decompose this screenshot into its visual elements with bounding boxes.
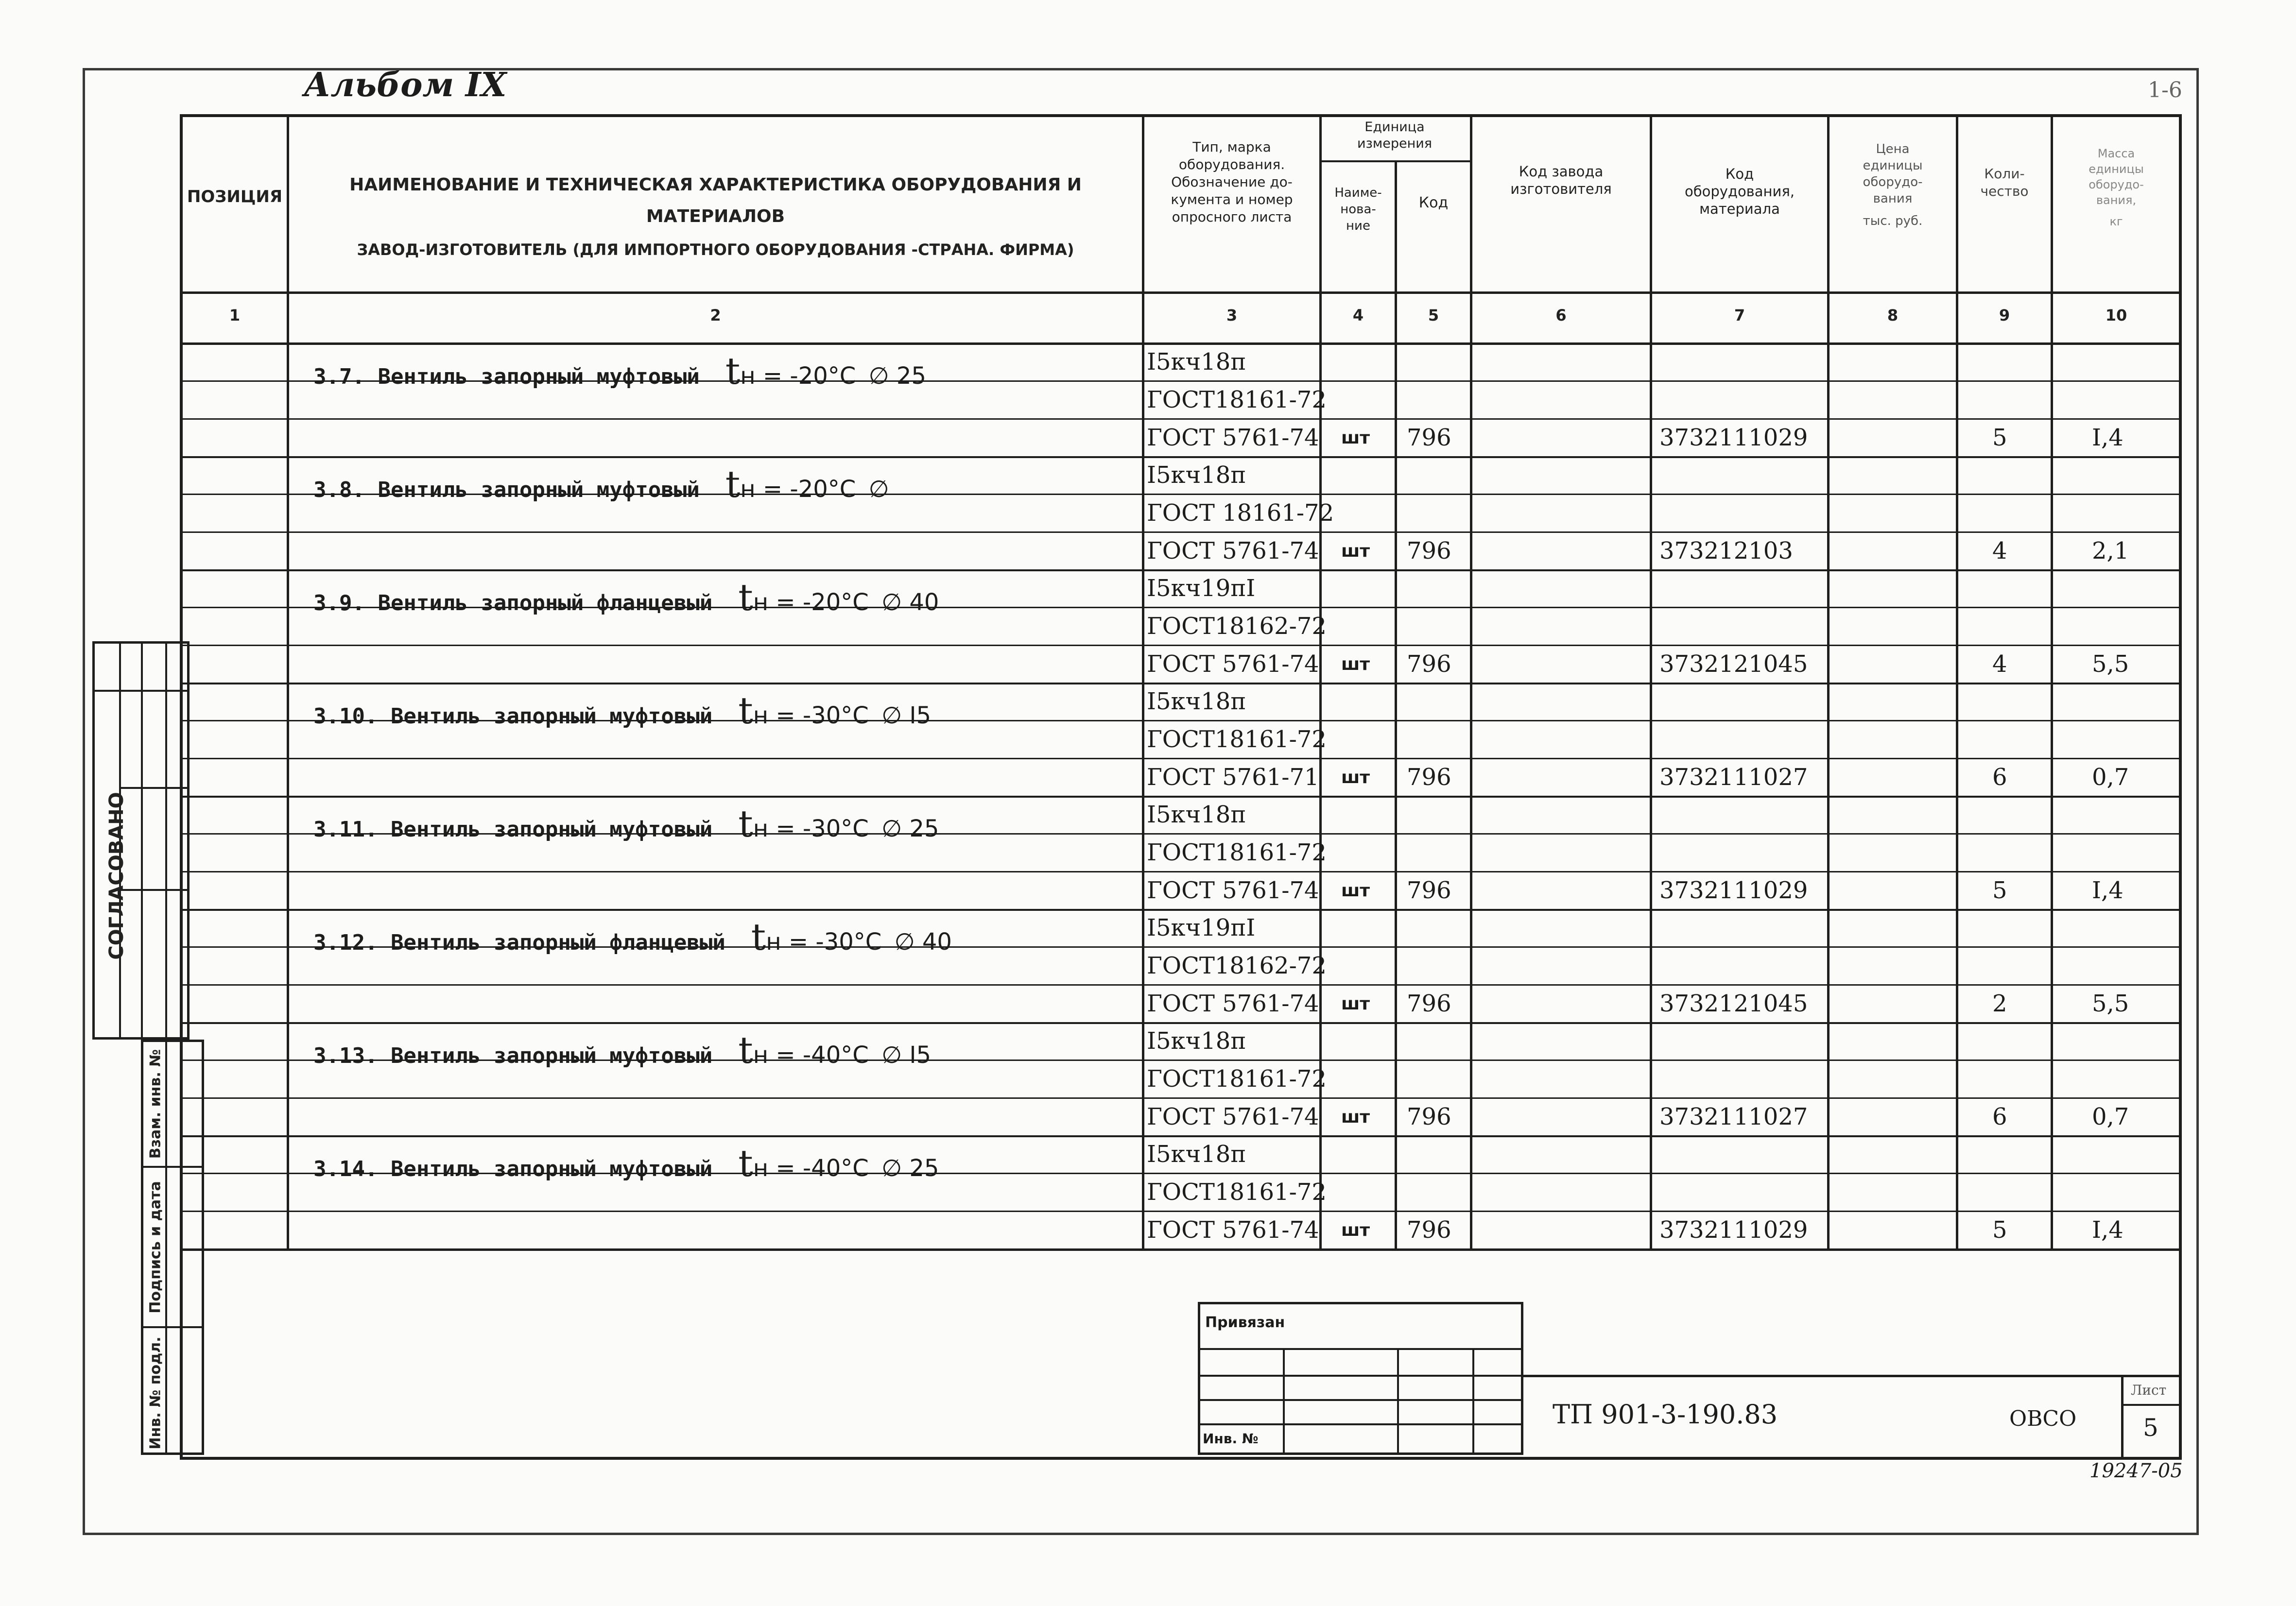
unit-mass: 5,5 <box>2092 990 2129 1017</box>
colnum-2: 2 <box>710 306 721 325</box>
gost-standard-2: ГОСТ 5761-74 <box>1147 1216 1319 1244</box>
unit-code: 796 <box>1407 537 1451 564</box>
colnum-7: 7 <box>1734 306 1745 325</box>
corner-mark: 1-6 <box>2148 78 2182 103</box>
colnum-4: 4 <box>1352 306 1364 325</box>
section-code: ОВСО <box>2009 1406 2077 1431</box>
item-title-row <box>313 576 939 619</box>
gost-standard: ГОСТ18161-72 <box>1147 1065 1327 1093</box>
gost-standard: ГОСТ18161-72 <box>1147 839 1327 866</box>
equipment-code: 3732111027 <box>1659 764 1808 791</box>
unit-mass: 2,1 <box>2092 537 2129 564</box>
item-title: 3.9. Вентиль запорный фланцевый <box>313 591 713 615</box>
item-title-row <box>313 1028 931 1072</box>
unit-code: 796 <box>1407 1216 1451 1244</box>
gost-standard: ГОСТ18162-72 <box>1147 613 1327 640</box>
signature-date-label: Подпись и дата <box>147 1181 164 1314</box>
colnum-9: 9 <box>1999 306 2010 325</box>
diameter-value: ∅ 25 <box>868 362 926 390</box>
archive-number: 19247-05 <box>2089 1460 2183 1482</box>
gost-standard-2: ГОСТ 5761-74 <box>1147 537 1319 564</box>
colnum-1: 1 <box>229 306 241 325</box>
quantity: 5 <box>1992 877 2007 904</box>
temperature-symbol: t <box>725 462 741 506</box>
header-plant-code: Код завода изготовителя <box>1510 163 1612 197</box>
unit-mass: I,4 <box>2092 424 2123 451</box>
gost-standard-2: ГОСТ 5761-71 <box>1147 764 1319 791</box>
temperature-symbol: t <box>725 349 741 393</box>
unit-code: 796 <box>1407 877 1451 904</box>
stamp-inv-label: Инв. № <box>1203 1431 1259 1447</box>
header-position: ПОЗИЦИЯ <box>187 187 283 206</box>
gost-standard-2: ГОСТ 5761-74 <box>1147 877 1319 904</box>
equipment-code: 3732111027 <box>1659 1103 1808 1130</box>
album-label: Альбом IX <box>304 66 507 104</box>
header-name-line1: НАИМЕНОВАНИЕ И ТЕХНИЧЕСКАЯ ХАРАКТЕРИСТИКА ОБОРУДОВАНИЯ И <box>349 175 1082 195</box>
unit-code: 796 <box>1407 424 1451 451</box>
item-title-row <box>313 915 952 958</box>
diameter-value: ∅ <box>868 476 889 503</box>
unit-name: шт <box>1341 428 1370 448</box>
diameter-value: ∅ 40 <box>881 589 939 616</box>
quantity: 2 <box>1992 990 2007 1017</box>
temperature-value: н = -40°C <box>753 1042 869 1069</box>
unit-name: шт <box>1341 881 1370 901</box>
header-unit-name: Наиме- нова- ние <box>1334 186 1382 233</box>
unit-name: шт <box>1341 994 1370 1014</box>
quantity: 6 <box>1992 1103 2007 1130</box>
equipment-code: 3732121045 <box>1659 650 1808 678</box>
colnum-3: 3 <box>1226 306 1238 325</box>
diameter-value: ∅ 40 <box>894 928 952 956</box>
header-name-line3: ЗАВОД-ИЗГОТОВИТЕЛЬ (ДЛЯ ИМПОРТНОГО ОБОРУДОВАНИЯ -СТРАНА. ФИРМА) <box>357 240 1074 259</box>
quantity: 4 <box>1992 650 2007 678</box>
unit-mass: 0,7 <box>2092 764 2129 791</box>
quantity: 4 <box>1992 537 2007 564</box>
agreed-label: СОГЛАСОВАНО <box>105 792 128 960</box>
equipment-code: 3732111029 <box>1659 877 1808 904</box>
unit-name: шт <box>1341 1220 1370 1240</box>
temperature-value: н = -30°C <box>766 928 882 956</box>
inv-orig-label: Инв. № подл. <box>147 1336 164 1450</box>
header-unit: Единица измерения <box>1357 120 1433 151</box>
gost-standard: ГОСТ18161-72 <box>1147 1179 1327 1206</box>
type-mark: I5кч19пI <box>1147 914 1256 941</box>
unit-name: шт <box>1341 541 1370 561</box>
gost-standard: ГОСТ18161-72 <box>1147 726 1327 753</box>
header-type: Тип, марка оборудования. Обозначение до- кумента и номер опросного листа <box>1171 139 1293 225</box>
temperature-symbol: t <box>738 1028 753 1072</box>
gost-standard: ГОСТ18161-72 <box>1147 386 1327 413</box>
unit-name: шт <box>1341 768 1370 787</box>
item-title-row <box>313 349 926 393</box>
header-name-line2: МАТЕРИАЛОВ <box>646 206 785 226</box>
item-title-row <box>313 802 939 845</box>
item-title: 3.7. Вентиль запорный муфтовый <box>313 364 700 389</box>
temperature-value: н = -30°C <box>753 702 869 729</box>
item-title-row <box>313 462 889 506</box>
item-title: 3.12. Вентиль запорный фланцевый <box>313 930 725 955</box>
unit-mass: 0,7 <box>2092 1103 2129 1130</box>
gost-standard: ГОСТ18162-72 <box>1147 952 1327 979</box>
temperature-symbol: t <box>738 689 753 732</box>
type-mark: I5кч18п <box>1147 1141 1246 1168</box>
unit-mass: 5,5 <box>2092 650 2129 678</box>
gost-standard-2: ГОСТ 5761-74 <box>1147 1103 1319 1130</box>
item-title: 3.8. Вентиль запорный муфтовый <box>313 478 700 502</box>
gost-standard-2: ГОСТ 5761-74 <box>1147 424 1319 451</box>
unit-mass: I,4 <box>2092 1216 2123 1244</box>
temperature-symbol: t <box>738 802 753 845</box>
colnum-10: 10 <box>2105 306 2127 325</box>
replace-inv-label: Взам. инв. № <box>147 1049 164 1159</box>
diameter-value: ∅ 25 <box>881 1155 939 1182</box>
temperature-symbol: t <box>738 576 753 619</box>
quantity: 5 <box>1992 424 2007 451</box>
colnum-5: 5 <box>1428 306 1439 325</box>
diameter-value: ∅ 25 <box>881 815 939 842</box>
header-price: Цена единицы оборудо- вания тыс. руб. <box>1863 142 1923 228</box>
diameter-value: ∅ I5 <box>881 702 932 729</box>
type-mark: I5кч18п <box>1147 1027 1246 1055</box>
temperature-value: н = -20°C <box>753 589 869 616</box>
unit-code: 796 <box>1407 990 1451 1017</box>
type-mark: I5кч19пI <box>1147 575 1256 602</box>
equipment-code: 373212103 <box>1659 537 1793 564</box>
gost-standard-2: ГОСТ 5761-74 <box>1147 990 1319 1017</box>
unit-mass: I,4 <box>2092 877 2123 904</box>
item-title-row <box>313 1142 939 1185</box>
header-unit-code: Код <box>1418 194 1449 211</box>
header-quantity: Коли- чество <box>1980 166 2029 199</box>
quantity: 5 <box>1992 1216 2007 1244</box>
temperature-value: н = -20°C <box>740 362 856 390</box>
gost-standard-2: ГОСТ 5761-74 <box>1147 650 1319 678</box>
item-title: 3.10. Вентиль запорный муфтовый <box>313 704 713 729</box>
item-title: 3.14. Вентиль запорный муфтовый <box>313 1157 713 1181</box>
sheet-number: 5 <box>2143 1414 2158 1442</box>
unit-code: 796 <box>1407 764 1451 791</box>
temperature-symbol: t <box>738 1142 753 1185</box>
unit-name: шт <box>1341 654 1370 674</box>
temperature-value: н = -30°C <box>753 815 869 842</box>
document-code: ТП 901-3-190.83 <box>1553 1399 1778 1430</box>
temperature-value: н = -20°C <box>740 476 856 503</box>
item-title-row <box>313 689 931 732</box>
colnum-6: 6 <box>1555 306 1567 325</box>
header-eq-code: Код оборудования, материала <box>1684 166 1795 217</box>
gost-standard: ГОСТ 18161-72 <box>1147 499 1334 527</box>
unit-code: 796 <box>1407 650 1451 678</box>
type-mark: I5кч18п <box>1147 801 1246 828</box>
sheet-label: Лист <box>2131 1382 2167 1398</box>
item-title: 3.11. Вентиль запорный муфтовый <box>313 817 713 842</box>
type-mark: I5кч18п <box>1147 348 1246 376</box>
temperature-symbol: t <box>751 915 766 958</box>
equipment-code: 3732111029 <box>1659 1216 1808 1244</box>
diameter-value: ∅ I5 <box>881 1042 932 1069</box>
type-mark: I5кч18п <box>1147 461 1246 489</box>
stamp-attached-label: Привязан <box>1205 1314 1285 1331</box>
equipment-code: 3732111029 <box>1659 424 1808 451</box>
unit-name: шт <box>1341 1107 1370 1127</box>
colnum-8: 8 <box>1887 306 1899 325</box>
header-col10: Масса единицы оборудо- вания, кг <box>2089 147 2144 228</box>
item-title: 3.13. Вентиль запорный муфтовый <box>313 1043 713 1068</box>
equipment-code: 3732121045 <box>1659 990 1808 1017</box>
type-mark: I5кч18п <box>1147 688 1246 715</box>
unit-code: 796 <box>1407 1103 1451 1130</box>
quantity: 6 <box>1992 764 2007 791</box>
temperature-value: н = -40°C <box>753 1155 869 1182</box>
